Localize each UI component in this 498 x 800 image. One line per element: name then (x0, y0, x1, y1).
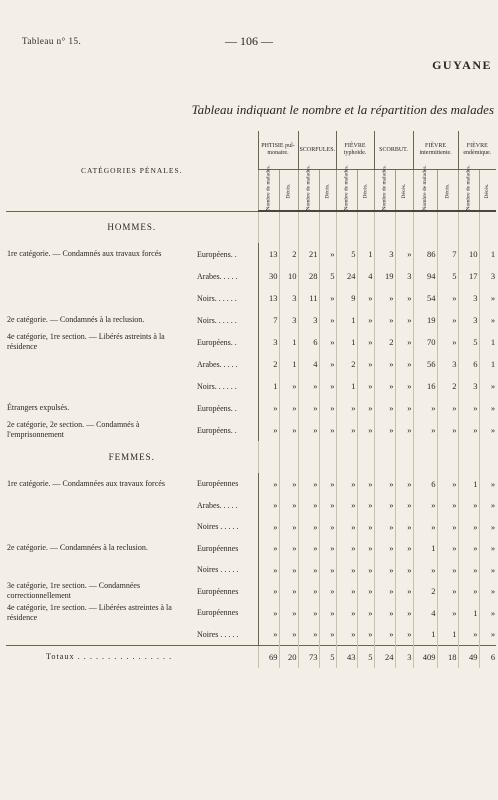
data-cell: » (357, 516, 374, 538)
data-cell: 1 (479, 243, 496, 265)
table-row (6, 624, 496, 646)
data-cell: » (357, 624, 374, 646)
data-cell: 5 (319, 265, 336, 287)
subheader-malades: Nombre de malades. (374, 170, 395, 212)
subheader-malades: Nombre de malades. (258, 170, 279, 212)
data-cell: » (319, 353, 336, 375)
data-cell: 3 (258, 331, 279, 353)
data-cell: 4 (413, 602, 437, 624)
data-cell: 2 (336, 353, 357, 375)
data-cell: » (357, 495, 374, 517)
data-cell: 3 (458, 375, 479, 397)
data-cell: » (374, 309, 395, 331)
data-cell: » (319, 624, 336, 646)
subheader-deces: Décès. (319, 170, 336, 212)
data-cell: » (336, 624, 357, 646)
data-cell: » (357, 287, 374, 309)
data-cell: » (279, 375, 298, 397)
col-group-typhoide: FIÈVRE typhoïde. (336, 131, 374, 170)
data-cell: 13 (258, 287, 279, 309)
data-cell: 2 (437, 375, 458, 397)
col-group-intermittente: FIÈVRE intermittente. (413, 131, 458, 170)
category-label: 3e catégorie, 1re section. — Condamnées correctionnellement (7, 581, 141, 601)
data-cell: 1 (258, 375, 279, 397)
data-cell: 2 (258, 353, 279, 375)
total-cell: 24 (374, 645, 395, 668)
totals-row (6, 645, 496, 668)
data-cell: » (437, 495, 458, 517)
data-cell: » (413, 559, 437, 581)
data-cell: 3 (374, 243, 395, 265)
table-row (6, 375, 496, 397)
data-cell: » (374, 602, 395, 624)
population-group: Noirs. . . . . . (196, 309, 258, 331)
data-cell: » (279, 473, 298, 495)
population-group: Européennes (196, 602, 258, 624)
data-cell: » (319, 375, 336, 397)
total-cell: 73 (298, 645, 319, 668)
data-cell: » (458, 397, 479, 419)
total-cell: 409 (413, 645, 437, 668)
table-row (6, 243, 496, 265)
total-cell: 43 (336, 645, 357, 668)
data-cell: 7 (258, 309, 279, 331)
data-cell: » (395, 353, 413, 375)
data-cell: » (319, 419, 336, 441)
data-cell: 3 (437, 353, 458, 375)
data-cell: » (319, 397, 336, 419)
data-cell: » (437, 602, 458, 624)
data-cell: » (413, 419, 437, 441)
data-cell: » (279, 624, 298, 646)
category-label (6, 265, 196, 287)
data-cell: » (336, 419, 357, 441)
category-label (6, 559, 196, 581)
data-cell: » (374, 397, 395, 419)
data-cell: » (336, 516, 357, 538)
data-cell: » (479, 473, 496, 495)
data-cell: 6 (458, 353, 479, 375)
data-cell: 1 (479, 331, 496, 353)
total-cell: 18 (437, 645, 458, 668)
data-cell: 28 (298, 265, 319, 287)
table-row (6, 309, 496, 331)
population-group: Arabes. . . . . (196, 353, 258, 375)
data-cell: 1 (336, 331, 357, 353)
population-group: Européens. . (196, 397, 258, 419)
data-cell: 2 (413, 581, 437, 603)
table-row (6, 265, 496, 287)
data-cell: » (357, 375, 374, 397)
data-cell: » (279, 538, 298, 560)
data-cell: » (374, 538, 395, 560)
data-cell: » (437, 419, 458, 441)
table-row (6, 353, 496, 375)
data-cell: 21 (298, 243, 319, 265)
data-cell: » (336, 538, 357, 560)
section-heading: FEMMES. (108, 452, 155, 462)
data-cell: » (298, 602, 319, 624)
total-cell: 6 (479, 645, 496, 668)
data-cell: » (374, 287, 395, 309)
total-cell: 5 (319, 645, 336, 668)
data-cell: » (258, 419, 279, 441)
data-cell: » (336, 473, 357, 495)
data-cell: » (258, 397, 279, 419)
data-cell: » (437, 559, 458, 581)
data-cell: » (298, 397, 319, 419)
data-cell: » (395, 516, 413, 538)
data-cell: 3 (395, 265, 413, 287)
data-cell: 11 (298, 287, 319, 309)
data-cell: » (479, 495, 496, 517)
col-group-endemique: FIÈVRE endémique. (458, 131, 496, 170)
page-title: Tableau indiquant le nombre et la répartition des malades (191, 102, 494, 117)
data-cell: » (395, 602, 413, 624)
table-row (6, 581, 496, 603)
population-group: Arabes. . . . . (196, 495, 258, 517)
data-cell: » (458, 538, 479, 560)
data-cell: » (357, 581, 374, 603)
data-cell: » (319, 602, 336, 624)
subheader-deces: Décès. (279, 170, 298, 212)
data-cell: » (413, 495, 437, 517)
data-cell: » (298, 375, 319, 397)
data-cell: 1 (458, 473, 479, 495)
category-label (6, 375, 196, 397)
data-cell: » (437, 581, 458, 603)
data-cell: » (395, 581, 413, 603)
data-cell: » (319, 538, 336, 560)
data-cell: 9 (336, 287, 357, 309)
category-label: 4e catégorie, 1re section. — Libérées astreintes à la résidence (7, 602, 172, 622)
total-cell: 49 (458, 645, 479, 668)
data-cell: » (479, 538, 496, 560)
data-cell: » (374, 353, 395, 375)
data-cell: » (357, 331, 374, 353)
data-cell: 1 (336, 309, 357, 331)
data-cell: » (374, 559, 395, 581)
data-cell: » (279, 516, 298, 538)
subheader-deces: Décès. (437, 170, 458, 212)
col-group-scorbut: SCORBUT. (374, 131, 413, 170)
category-label: 2e catégorie, 2e section. — Condamnés à l'emprisonnement (7, 420, 140, 439)
subheader-malades: Nombre de malades. (458, 170, 479, 212)
population-group: Noires . . . . . (196, 559, 258, 581)
data-cell: » (258, 516, 279, 538)
data-cell: » (437, 397, 458, 419)
subheader-deces: Décès. (395, 170, 413, 212)
data-cell: 2 (374, 331, 395, 353)
data-cell: » (298, 516, 319, 538)
data-cell: » (458, 419, 479, 441)
data-cell: 6 (298, 331, 319, 353)
data-cell: » (298, 624, 319, 646)
data-cell: » (395, 331, 413, 353)
table-row (6, 397, 496, 419)
category-label: 2e catégorie. — Condamnées à la reclusion. (7, 543, 148, 553)
data-cell: » (258, 602, 279, 624)
data-cell: 30 (258, 265, 279, 287)
data-cell: 5 (458, 331, 479, 353)
table-row (6, 473, 496, 495)
data-cell: » (479, 419, 496, 441)
data-cell: » (258, 559, 279, 581)
category-label (6, 516, 196, 538)
table-row (6, 495, 496, 517)
table-number: Tableau n° 15. (22, 36, 82, 46)
category-label: 1re catégorie. — Condamnées aux travaux forcés (7, 478, 165, 488)
data-cell: » (357, 559, 374, 581)
data-cell: » (479, 516, 496, 538)
data-cell: » (319, 516, 336, 538)
data-cell: » (258, 473, 279, 495)
data-cell: » (479, 375, 496, 397)
population-group: Arabes. . . . . (196, 265, 258, 287)
total-cell: 69 (258, 645, 279, 668)
page-number: — 106 — (225, 34, 273, 48)
data-cell: » (319, 287, 336, 309)
data-cell: » (336, 581, 357, 603)
category-label (6, 624, 196, 646)
total-cell: 20 (279, 645, 298, 668)
data-cell: » (437, 331, 458, 353)
table-row (6, 331, 496, 353)
data-cell: 3 (458, 309, 479, 331)
data-cell: 10 (458, 243, 479, 265)
data-cell: » (395, 287, 413, 309)
col-group-phtisie: PHTISIE pul- monaire. (258, 131, 298, 170)
data-cell: 3 (279, 287, 298, 309)
statistics-table (6, 131, 496, 668)
data-cell: » (319, 243, 336, 265)
population-group: Européennes (196, 538, 258, 560)
data-cell: » (458, 624, 479, 646)
data-cell: » (319, 309, 336, 331)
data-cell: 4 (298, 353, 319, 375)
data-cell: » (319, 581, 336, 603)
categories-header: CATÉGORIES PÉNALES. (6, 131, 258, 211)
col-group-scrofules: SCORFULES. (298, 131, 336, 170)
section-heading: HOMMES. (107, 222, 157, 233)
subheader-deces: Décès. (479, 170, 496, 212)
data-cell: » (479, 602, 496, 624)
data-cell: » (437, 287, 458, 309)
category-label: 4e catégorie, 1re section. — Libérés astreints à la résidence (7, 332, 165, 351)
data-cell: » (437, 309, 458, 331)
data-cell: 94 (413, 265, 437, 287)
data-cell: » (298, 581, 319, 603)
data-cell: 2 (279, 243, 298, 265)
data-cell: » (258, 581, 279, 603)
total-cell: 3 (395, 645, 413, 668)
data-cell: 70 (413, 331, 437, 353)
data-cell: » (395, 397, 413, 419)
data-cell: 10 (279, 265, 298, 287)
data-cell: » (395, 538, 413, 560)
population-group: Noirs. . . . . . (196, 375, 258, 397)
data-cell: » (319, 473, 336, 495)
category-label (6, 353, 196, 375)
data-cell: 19 (374, 265, 395, 287)
data-cell: » (298, 473, 319, 495)
data-cell: » (395, 309, 413, 331)
data-cell: 1 (336, 375, 357, 397)
data-cell: » (374, 375, 395, 397)
data-cell: 19 (413, 309, 437, 331)
table-row (6, 287, 496, 309)
data-cell: 1 (437, 624, 458, 646)
category-label (6, 287, 196, 309)
data-cell: 1 (279, 353, 298, 375)
data-cell: 1 (458, 602, 479, 624)
table-row (6, 538, 496, 560)
subheader-malades: Nombre de malades. (413, 170, 437, 212)
data-cell: » (395, 559, 413, 581)
data-cell: 1 (413, 624, 437, 646)
data-cell: » (458, 559, 479, 581)
subheader-malades: Nombre de malades. (298, 170, 319, 212)
data-cell: » (357, 473, 374, 495)
subheader-malades: Nombre de malades. (336, 170, 357, 212)
data-cell: » (458, 581, 479, 603)
totals-label: Totaux . . . . . . . . . . . . . . . . (6, 645, 258, 668)
total-cell: 5 (357, 645, 374, 668)
population-group: Européens. . (196, 331, 258, 353)
data-cell: » (279, 602, 298, 624)
data-cell: 3 (479, 265, 496, 287)
category-label: 1re catégorie. — Condamnés aux travaux forcés (7, 249, 162, 258)
data-cell: » (437, 516, 458, 538)
data-cell: 56 (413, 353, 437, 375)
data-cell: » (458, 516, 479, 538)
data-cell: 24 (336, 265, 357, 287)
data-cell: » (479, 287, 496, 309)
data-cell: 3 (298, 309, 319, 331)
data-cell: » (374, 473, 395, 495)
data-cell: 4 (357, 265, 374, 287)
data-cell: » (479, 581, 496, 603)
data-cell: 1 (357, 243, 374, 265)
population-group: Noirs. . . . . . (196, 287, 258, 309)
data-cell: » (357, 602, 374, 624)
colony-name: GUYANE (432, 58, 492, 72)
data-cell: » (279, 397, 298, 419)
data-cell: » (357, 309, 374, 331)
category-label (6, 495, 196, 517)
data-cell: 5 (437, 265, 458, 287)
data-cell: 1 (413, 538, 437, 560)
data-cell: 5 (336, 243, 357, 265)
data-cell: 3 (458, 287, 479, 309)
data-cell: » (437, 538, 458, 560)
data-cell: » (298, 495, 319, 517)
data-cell: » (336, 602, 357, 624)
data-cell: » (319, 331, 336, 353)
data-cell: » (357, 353, 374, 375)
population-group: Européennes (196, 473, 258, 495)
data-cell: » (336, 397, 357, 419)
data-cell: » (479, 559, 496, 581)
data-cell: 54 (413, 287, 437, 309)
data-cell: » (279, 419, 298, 441)
data-cell: » (374, 419, 395, 441)
data-cell: » (413, 516, 437, 538)
table-row (6, 516, 496, 538)
population-group: Européens. . (196, 419, 258, 441)
data-cell: » (413, 397, 437, 419)
data-cell: » (374, 516, 395, 538)
data-cell: » (279, 495, 298, 517)
data-cell: 16 (413, 375, 437, 397)
data-cell: » (395, 243, 413, 265)
data-cell: » (395, 624, 413, 646)
data-cell: » (279, 559, 298, 581)
data-cell: » (479, 624, 496, 646)
data-cell: » (395, 473, 413, 495)
data-cell: » (374, 624, 395, 646)
data-cell: » (298, 538, 319, 560)
subheader-deces: Décès. (357, 170, 374, 212)
table-row (6, 559, 496, 581)
data-cell: » (374, 581, 395, 603)
data-cell: » (336, 559, 357, 581)
data-cell: 6 (413, 473, 437, 495)
population-group: Européens. . (196, 243, 258, 265)
data-cell: » (479, 309, 496, 331)
category-label: Étrangers expulsés. (7, 403, 70, 412)
data-cell: » (357, 538, 374, 560)
data-cell: 1 (279, 331, 298, 353)
data-cell: » (319, 495, 336, 517)
data-cell: » (357, 419, 374, 441)
data-cell: » (258, 624, 279, 646)
data-cell: » (479, 397, 496, 419)
population-group: Noires . . . . . (196, 624, 258, 646)
data-cell: » (437, 473, 458, 495)
data-cell: » (258, 538, 279, 560)
data-cell: » (319, 559, 336, 581)
data-cell: 13 (258, 243, 279, 265)
data-cell: » (298, 559, 319, 581)
data-cell: » (374, 495, 395, 517)
data-cell: » (258, 495, 279, 517)
data-cell: 17 (458, 265, 479, 287)
table-row (6, 602, 496, 624)
category-label: 2e catégorie. — Condamnés à la reclusion. (7, 315, 145, 324)
data-cell: » (458, 495, 479, 517)
population-group: Noires . . . . . (196, 516, 258, 538)
data-cell: » (279, 581, 298, 603)
data-cell: 86 (413, 243, 437, 265)
population-group: Européennes (196, 581, 258, 603)
table-row (6, 419, 496, 441)
data-cell: » (395, 495, 413, 517)
data-cell: 3 (279, 309, 298, 331)
data-cell: » (357, 397, 374, 419)
data-cell: » (395, 419, 413, 441)
data-cell: » (298, 419, 319, 441)
data-cell: 7 (437, 243, 458, 265)
data-cell: » (336, 495, 357, 517)
data-cell: 1 (479, 353, 496, 375)
data-cell: » (395, 375, 413, 397)
